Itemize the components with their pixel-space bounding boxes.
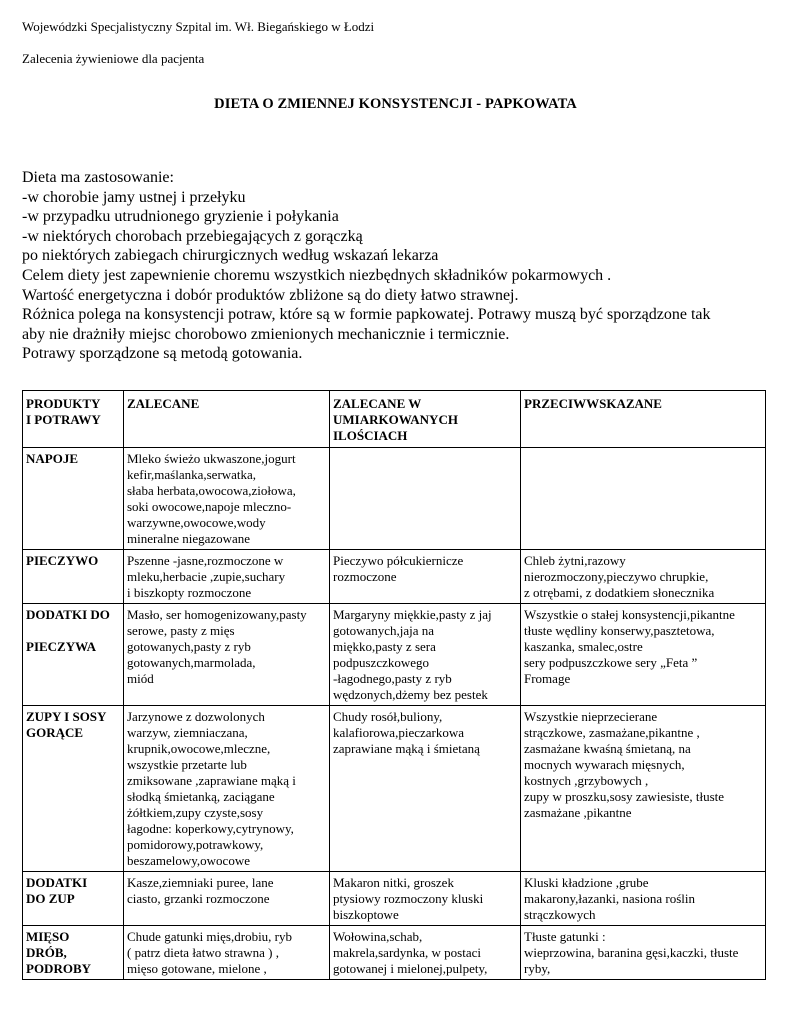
cell-line: Margaryny miękkie,pasty z jaj: [333, 607, 492, 622]
cell-line: kefir,maślanka,serwatka,: [127, 467, 257, 482]
category-cell: [23, 706, 124, 872]
intro-line: -w niektórych chorobach przebiegających z gorączką: [22, 227, 363, 245]
cell-line: zmiksowane ,zaprawiane mąką i: [127, 773, 296, 788]
header-line: ZALECANE: [127, 396, 200, 411]
diet-table: [22, 390, 766, 980]
moderate-cell: [330, 706, 521, 872]
intro-section: [22, 168, 782, 364]
cell-line: krupnik,owocowe,mleczne,: [127, 741, 271, 756]
hospital-name: Wojewódzki Specjalistyczny Szpital im. Wł. Biegańskiego w Łodzi: [22, 19, 375, 34]
cell-line: Chleb żytni,razowy: [524, 553, 626, 568]
cell-line: mleku,herbacie ,zupie,suchary: [127, 569, 286, 584]
cell-line: gotowanej i mielonej,pulpety,: [333, 961, 488, 976]
cell-line: żółtkiem,zupy czyste,sosy: [127, 805, 264, 820]
contraindicated-cell: [521, 604, 766, 706]
cell-line: Wszystkie o stałej konsystencji,pikantne: [524, 607, 735, 622]
cell-line: mineralne niegazowane: [127, 531, 251, 546]
table-row: [23, 926, 766, 980]
cell-line: MIĘSO: [26, 929, 70, 944]
header-line: PRZECIWWSKAZANE: [524, 396, 662, 411]
cell-line: beszamelowy,owocowe: [127, 853, 250, 868]
cell-line: NAPOJE: [26, 451, 78, 466]
cell-line: Kasze,ziemniaki puree, lane: [127, 875, 274, 890]
header-line: UMIARKOWANYCH: [333, 412, 458, 427]
cell-line: DRÓB,: [26, 945, 67, 960]
cell-line: mocnych wywarach mięsnych,: [524, 757, 685, 772]
contraindicated-cell: [521, 448, 766, 550]
cell-line: zaprawiane mąką i śmietaną: [333, 741, 480, 756]
cell-line: Chude gatunki mięs,drobiu, ryb: [127, 929, 293, 944]
cell-line: warzywne,owocowe,wody: [127, 515, 266, 530]
cell-line: Tłuste gatunki :: [524, 929, 606, 944]
cell-line: PODROBY: [26, 961, 91, 976]
cell-line: DODATKI DO: [26, 607, 110, 622]
cell-line: ptysiowy rozmoczony kluski: [333, 891, 484, 906]
cell-line: z otrębami, z dodatkiem słonecznika: [524, 585, 715, 600]
recommended-cell: [124, 550, 330, 604]
recommended-cell: [124, 604, 330, 706]
cell-line: Jarzynowe z dozwolonych: [127, 709, 265, 724]
cell-line: gotowanych,jaja na: [333, 623, 435, 638]
cell-line: tłuste wędliny konserwy,pasztetowa,: [524, 623, 715, 638]
cell-line: zasmażane ,pikantne: [524, 805, 632, 820]
cell-line: ( patrz dieta łatwo strawna ) ,: [127, 945, 279, 960]
header-recommended: [124, 391, 330, 448]
moderate-cell: [330, 872, 521, 926]
table-row: [23, 448, 766, 550]
cell-line: Chudy rosół,buliony,: [333, 709, 443, 724]
cell-line: sery podpuszczkowe sery „Feta ”: [524, 655, 698, 670]
cell-line: ZUPY I SOSY: [26, 709, 107, 724]
header-products: [23, 391, 124, 448]
moderate-cell: [330, 604, 521, 706]
header-line: ZALECANE W: [333, 396, 422, 411]
cell-line: PIECZYWA: [26, 639, 97, 654]
cell-line: makarony,łazanki, nasiona roślin: [524, 891, 695, 906]
category-cell: [23, 550, 124, 604]
cell-line: wszystkie przetarte lub: [127, 757, 247, 772]
cell-line: strączkowych: [524, 907, 596, 922]
header-line: PRODUKTY: [26, 396, 101, 411]
category-cell: [23, 926, 124, 980]
intro-line: -w przypadku utrudnionego gryzienie i połykania: [22, 208, 339, 226]
cell-line: DO ZUP: [26, 891, 75, 906]
table-row: [23, 706, 766, 872]
header-contraindicated: [521, 391, 766, 448]
category-cell: [23, 872, 124, 926]
cell-line: makrela,sardynka, w postaci: [333, 945, 482, 960]
category-cell: [23, 448, 124, 550]
cell-line: warzyw, ziemniaczana,: [127, 725, 248, 740]
cell-line: Pszenne -jasne,rozmoczone w: [127, 553, 284, 568]
cell-line: Fromage: [524, 671, 571, 686]
recommended-cell: [124, 706, 330, 872]
cell-line: i biszkopty rozmoczone: [127, 585, 252, 600]
cell-line: łagodne: koperkowy,cytrynowy,: [127, 821, 294, 836]
contraindicated-cell: [521, 706, 766, 872]
table-row: [23, 550, 766, 604]
cell-line: nierozmoczony,pieczywo chrupkie,: [524, 569, 709, 584]
table-header-row: [23, 391, 766, 448]
cell-line: wieprzowina, baranina gęsi,kaczki, tłuste: [524, 945, 739, 960]
cell-line: GORĄCE: [26, 725, 84, 740]
intro-line: Wartość energetyczna i dobór produktów zbliżone są do diety łatwo strawnej.: [22, 286, 519, 304]
cell-line: Pieczywo półcukiernicze: [333, 553, 464, 568]
recommended-cell: [124, 926, 330, 980]
cell-line: gotowanych,pasty z ryb: [127, 639, 251, 654]
intro-line: po niektórych zabiegach chirurgicznych według wskazań lekarza: [22, 247, 439, 265]
contraindicated-cell: [521, 872, 766, 926]
cell-line: Wszystkie nieprzecierane: [524, 709, 658, 724]
cell-line: Wołowina,schab,: [333, 929, 423, 944]
header-line: ILOŚCIACH: [333, 428, 408, 443]
cell-line: soki owocowe,napoje mleczno-: [127, 499, 292, 514]
cell-line: biszkoptowe: [333, 907, 399, 922]
intro-line: aby nie drażniły miejsc chorobowo zmienionych mechanicznie i termicznie.: [22, 325, 510, 343]
intro-line: Różnica polega na konsystencji potraw, które są w formie papkowatej. Potrawy muszą być sporządzone tak: [22, 306, 711, 324]
cell-line: Makaron nitki, groszek: [333, 875, 454, 890]
table-row: [23, 604, 766, 706]
contraindicated-cell: [521, 926, 766, 980]
cell-line: słodką śmietanką, zaciągane: [127, 789, 275, 804]
cell-line: Kluski kładzione ,grube: [524, 875, 649, 890]
intro-line: Dieta ma zastosowanie:: [22, 169, 174, 186]
moderate-cell: [330, 550, 521, 604]
intro-line: Potrawy sporządzone są metodą gotowania.: [22, 345, 303, 363]
cell-line: serowe, pasty z mięs: [127, 623, 235, 638]
cell-line: słaba herbata,owocowa,ziołowa,: [127, 483, 296, 498]
cell-line: kaszanka, smalec,ostre: [524, 639, 643, 654]
recommended-cell: [124, 448, 330, 550]
cell-line: Masło, ser homogenizowany,pasty: [127, 607, 307, 622]
intro-line: -w chorobie jamy ustnej i przełyku: [22, 188, 246, 206]
page-title: DIETA O ZMIENNEJ KONSYSTENCJI - PAPKOWATA: [214, 96, 577, 112]
category-cell: [23, 604, 124, 706]
recommended-cell: [124, 872, 330, 926]
moderate-cell: [330, 926, 521, 980]
moderate-cell: [330, 448, 521, 550]
table-row: [23, 872, 766, 926]
header-line: I POTRAWY: [26, 412, 101, 427]
cell-line: zupy w proszku,sosy zawiesiste, tłuste: [524, 789, 725, 804]
cell-line: DODATKI: [26, 875, 88, 890]
cell-line: ciasto, grzanki rozmoczone: [127, 891, 270, 906]
contraindicated-cell: [521, 550, 766, 604]
cell-line: Mleko świeżo ukwaszone,jogurt: [127, 451, 296, 466]
document-subtitle: Zalecenia żywieniowe dla pacjenta: [22, 51, 205, 66]
cell-line: kostnych ,grzybowych ,: [524, 773, 649, 788]
cell-spacer: [26, 623, 120, 639]
cell-line: kalafiorowa,pieczarkowa: [333, 725, 465, 740]
cell-line: pomidorowy,potrawkowy,: [127, 837, 264, 852]
cell-line: -łagodnego,pasty z ryb: [333, 671, 452, 686]
cell-line: wędzonych,dżemy bez pestek: [333, 687, 488, 702]
cell-line: miękko,pasty z sera: [333, 639, 436, 654]
cell-line: zasmażane kwaśną śmietaną, na: [524, 741, 691, 756]
cell-line: podpuszczkowego: [333, 655, 430, 670]
cell-line: mięso gotowane, mielone ,: [127, 961, 267, 976]
cell-line: gotowanych,marmolada,: [127, 655, 256, 670]
cell-line: miód: [127, 671, 154, 686]
cell-line: ryby,: [524, 961, 551, 976]
cell-line: PIECZYWO: [26, 553, 99, 568]
cell-line: rozmoczone: [333, 569, 397, 584]
cell-line: strączkowe, zasmażane,pikantne ,: [524, 725, 700, 740]
header-moderate: [330, 391, 521, 448]
intro-line: Celem diety jest zapewnienie choremu wszystkich niezbędnych składników pokarmowych .: [22, 266, 612, 284]
